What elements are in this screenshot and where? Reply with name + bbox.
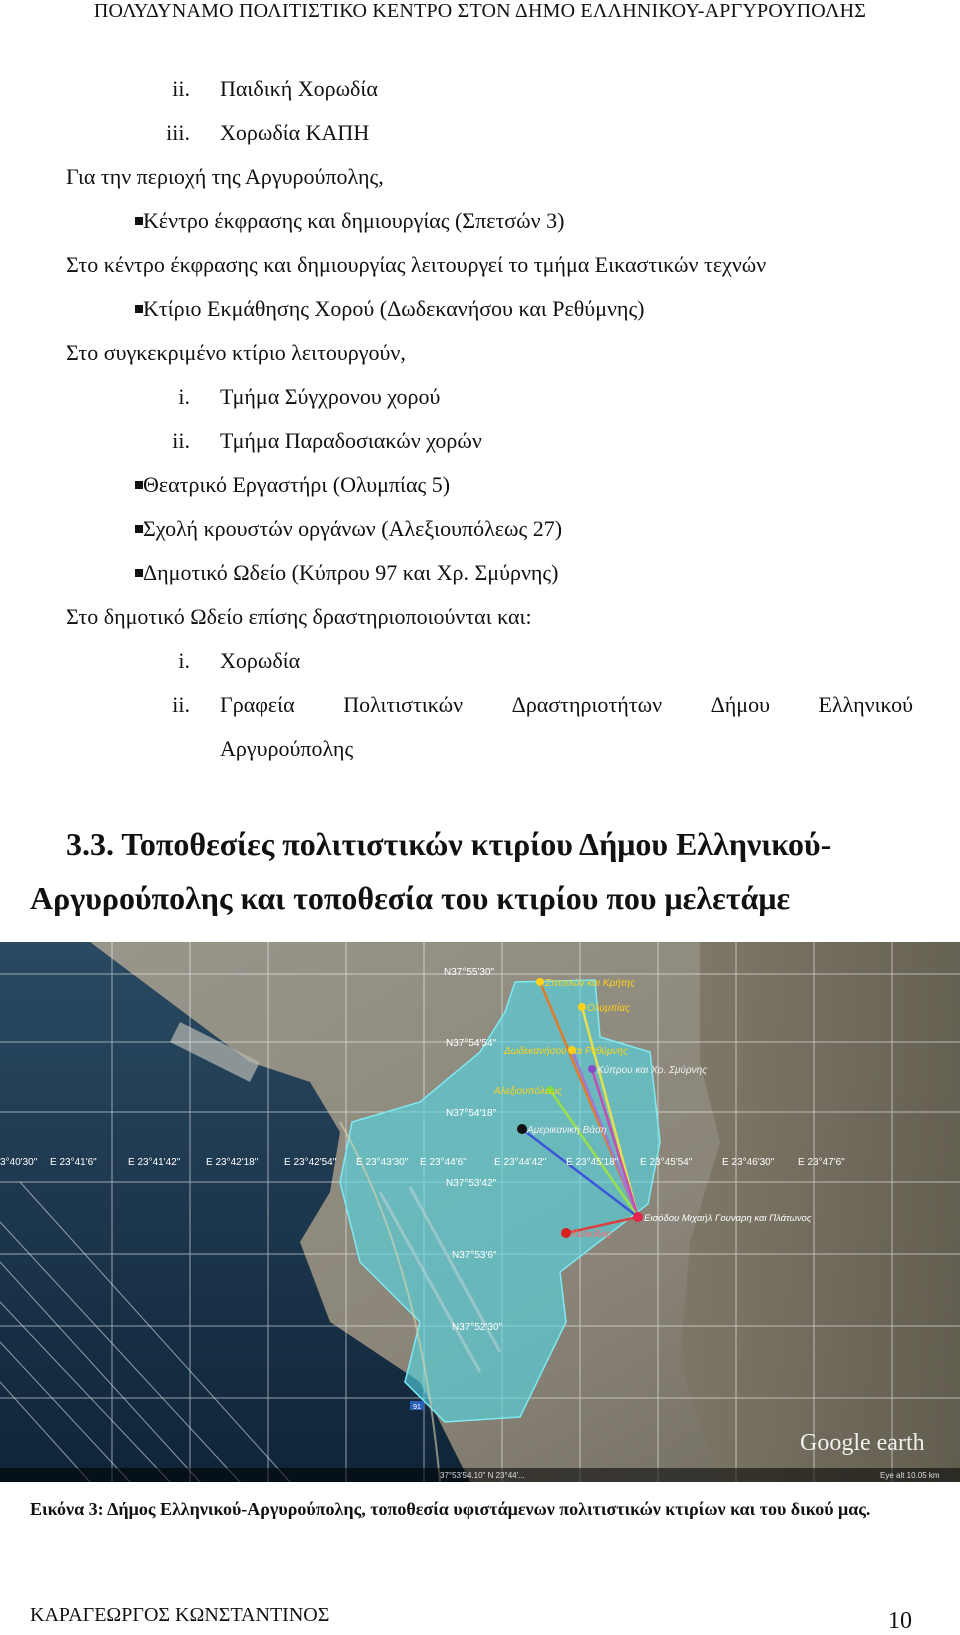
road-label: 91 — [413, 1404, 421, 1411]
bullet-item: Δημοτικό Ωδείο (Κύπρου 97 και Χρ. Σμύρνης) — [143, 560, 559, 585]
lon-label: E 23°41'6" — [50, 1157, 97, 1168]
satellite-map — [0, 942, 960, 1482]
bullet-icon — [135, 305, 143, 313]
bullet-icon — [135, 217, 143, 225]
lon-label: 3°40'30" — [0, 1157, 38, 1168]
paragraph-line: Για την περιοχή της Αργυρούπολης, — [66, 164, 384, 189]
lon-label: E 23°42'18" — [206, 1157, 259, 1168]
mountain-terrain — [680, 942, 960, 1482]
word: Πολιτιστικών — [343, 692, 464, 717]
lat-label: N37°54'54" — [446, 1038, 497, 1049]
place-label: Ολυμπίας — [587, 1003, 630, 1014]
lat-label: N37°52'30" — [452, 1322, 503, 1333]
bullet-item: Κτίριο Εκμάθησης Χορού (Δωδεκανήσου και Ρεθύμνης) — [143, 296, 645, 321]
list-item-continuation: Αργυρούπολης — [220, 736, 354, 761]
justified-list-line — [220, 692, 913, 718]
lon-label: E 23°44'42" — [494, 1157, 547, 1168]
paragraph-line: Στο κέντρο έκφρασης και δημιουργίας λειτουργεί το τμήμα Εικαστικών τεχνών — [66, 252, 767, 277]
bullet-icon — [135, 481, 143, 489]
paragraph-line: Στο συγκεκριμένο κτίριο λειτουργούν, — [66, 340, 406, 365]
lat-label: N37°54'18" — [446, 1108, 497, 1119]
lon-label: E 23°41'42" — [128, 1157, 181, 1168]
lon-label: E 23°42'54" — [284, 1157, 337, 1168]
place-label: Κύπρου και Χρ. Σμύρνης — [597, 1065, 708, 1076]
list-numeral: ii. — [172, 76, 190, 101]
list-item: Παιδική Χορωδία — [220, 76, 378, 101]
bullet-icon — [135, 525, 143, 533]
list-numeral: i. — [178, 648, 190, 673]
list-numeral: ii. — [172, 692, 190, 717]
section-heading-cont: Αργυρούπολης και τοποθεσία του κτιρίου που μελετάμε — [30, 880, 791, 916]
list-item: Χορωδία ΚΑΠΗ — [220, 120, 370, 145]
footer-author: ΚΑΡΑΓΕΩΡΓΟΣ ΚΩΝΣΤΑΝΤΙΝΟΣ — [30, 1604, 330, 1626]
list-item: Τμήμα Σύγχρονου χορού — [220, 384, 441, 409]
place-label: Δωδεκανήσου και Ρεθύμνης — [504, 1046, 628, 1057]
map-coords: 37°53'54.10" N 23°44'... — [440, 1471, 525, 1480]
place-label: Σπετσών και Κρήτης — [545, 978, 635, 989]
list-numeral: ii. — [172, 428, 190, 453]
bullet-item: Θεατρικό Εργαστήρι (Ολυμπίας 5) — [143, 472, 451, 497]
list-item: Χορωδία — [220, 648, 301, 673]
lon-label: E 23°47'6" — [798, 1157, 845, 1168]
figure-caption: Εικόνα 3: Δήμος Ελληνικού-Αργυρούπολης, τοποθεσία υφιστάμενων πολιτιστικών κτιρίων και του δικού μας. — [30, 1499, 871, 1519]
lon-label: E 23°44'6" — [420, 1157, 467, 1168]
page-header: ΠΟΛΥΔΥΝΑΜΟ ΠΟΛΙΤΙΣΤΙΚΟ ΚΕΝΤΡΟ ΣΤΟΝ ΔΗΜΟ ΕΛΛΗΝΙΚΟΥ-ΑΡΓΥΡΟΥΠΟΛΗΣ — [93, 0, 867, 22]
word: Γραφεία — [220, 692, 295, 717]
lat-label: N37°55'30" — [444, 967, 495, 978]
place-label: Εισόδου Μιχαήλ Γουναρη και Πλάτωνος — [644, 1213, 812, 1224]
section-heading: 3.3. Τοποθεσίες πολιτιστικών κτιρίου Δήμου Ελληνικού- — [66, 826, 832, 862]
lon-label: E 23°46'30" — [722, 1157, 775, 1168]
place-label: Χαλκίδας — [571, 1229, 612, 1240]
paragraph-line: Στο δημοτικό Ωδείο επίσης δραστηριοποιούνται και: — [66, 604, 532, 629]
list-numeral: i. — [178, 384, 190, 409]
place-label: Αλεξιουπόλεως — [494, 1086, 562, 1097]
bullet-icon — [135, 569, 143, 577]
lon-label: E 23°45'54" — [640, 1157, 693, 1168]
list-numeral: iii. — [166, 120, 190, 145]
word: Δήμου — [710, 692, 770, 717]
lon-label: E 23°43'30" — [356, 1157, 409, 1168]
word: Ελληνικού — [818, 692, 913, 717]
place-label: Αμερικανική Βάση — [527, 1125, 607, 1136]
lat-label: N37°53'6" — [452, 1250, 497, 1261]
word: Δραστηριοτήτων — [511, 692, 663, 717]
bullet-item: Σχολή κρουστών οργάνων (Αλεξιουπόλεως 27) — [143, 516, 563, 541]
map-eye-alt: Eye alt 10.05 km — [880, 1471, 940, 1480]
bullet-item: Κέντρο έκφρασης και δημιουργίας (Σπετσών 3) — [143, 208, 565, 233]
page-number: 10 — [888, 1608, 912, 1634]
google-earth-logo: Google earth — [800, 1430, 925, 1456]
lat-label: N37°53'42" — [446, 1178, 497, 1189]
lon-label: E 23°45'18" — [566, 1157, 619, 1168]
list-item: Τμήμα Παραδοσιακών χορών — [220, 428, 482, 453]
